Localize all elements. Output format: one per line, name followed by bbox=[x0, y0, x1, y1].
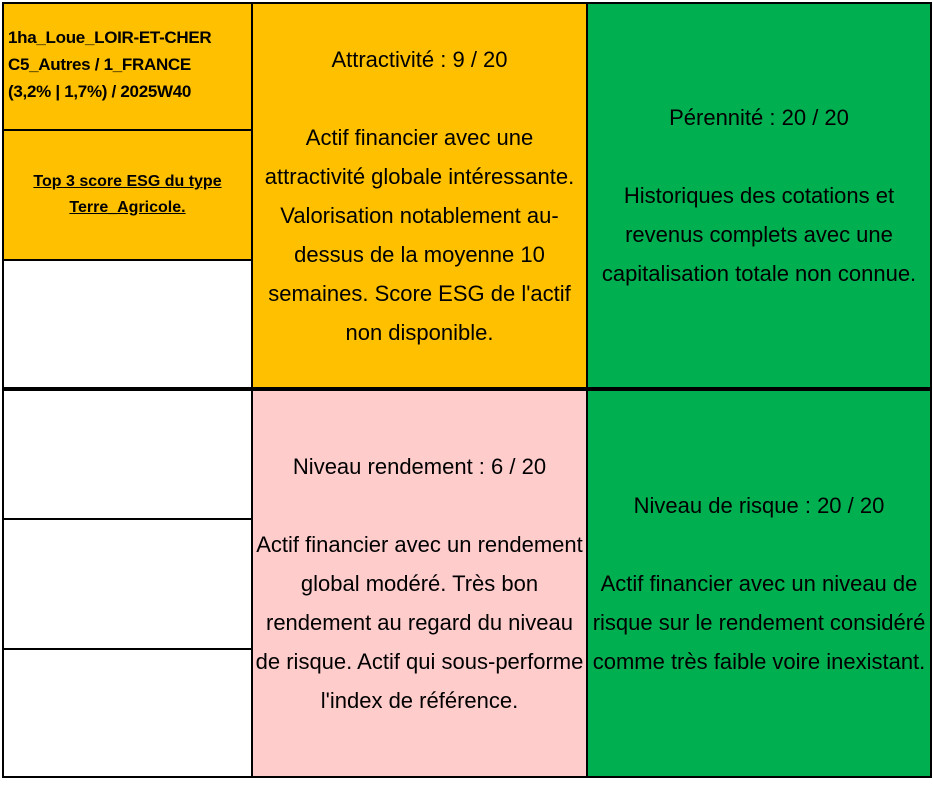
rendement-title: Niveau rendement : 6 / 20 bbox=[292, 454, 547, 479]
asset-header bbox=[2, 2, 253, 131]
attractivite-cell bbox=[251, 2, 588, 389]
asset-category: C5_Autres / 1_FRANCE bbox=[8, 55, 191, 74]
asset-name: 1ha_Loue_LOIR-ET-CHER bbox=[8, 28, 212, 47]
asset-stats: (3,2% | 1,7%) / 2025W40 bbox=[8, 82, 192, 101]
risque-cell bbox=[586, 389, 932, 778]
empty-cell-4 bbox=[2, 648, 253, 778]
empty-cell-3 bbox=[2, 518, 253, 650]
empty-cell-1 bbox=[2, 259, 253, 389]
empty-cell-2 bbox=[2, 389, 253, 520]
rendement-desc: Actif financier avec un rendement global modéré. Très bon rendement au regard du niveau de risque. Actif qui sous-performe l'index de référence. bbox=[255, 532, 584, 713]
perennite-title: Pérennité : 20 / 20 bbox=[669, 105, 849, 130]
top3-label: Top 3 score ESG du type Terre_Agricole. bbox=[33, 173, 222, 216]
attractivite-title: Attractivité : 9 / 20 bbox=[331, 46, 508, 72]
attractivite-desc: Actif financier avec une attractivité globale intéressante. Valorisation notablement au-dessus de la moyenne 10 semaines. Score ESG de l'actif non disponible. bbox=[264, 124, 575, 345]
risque-title: Niveau de risque : 20 / 20 bbox=[633, 493, 885, 518]
top3-badge bbox=[2, 129, 253, 261]
perennite-cell bbox=[586, 2, 932, 389]
rendement-cell bbox=[251, 389, 588, 778]
risque-desc: Actif financier avec un niveau de risque sur le rendement considéré comme très faible voire inexistant. bbox=[592, 571, 926, 674]
perennite-desc: Historiques des cotations et revenus complets avec une capitalisation totale non connue. bbox=[601, 183, 917, 286]
